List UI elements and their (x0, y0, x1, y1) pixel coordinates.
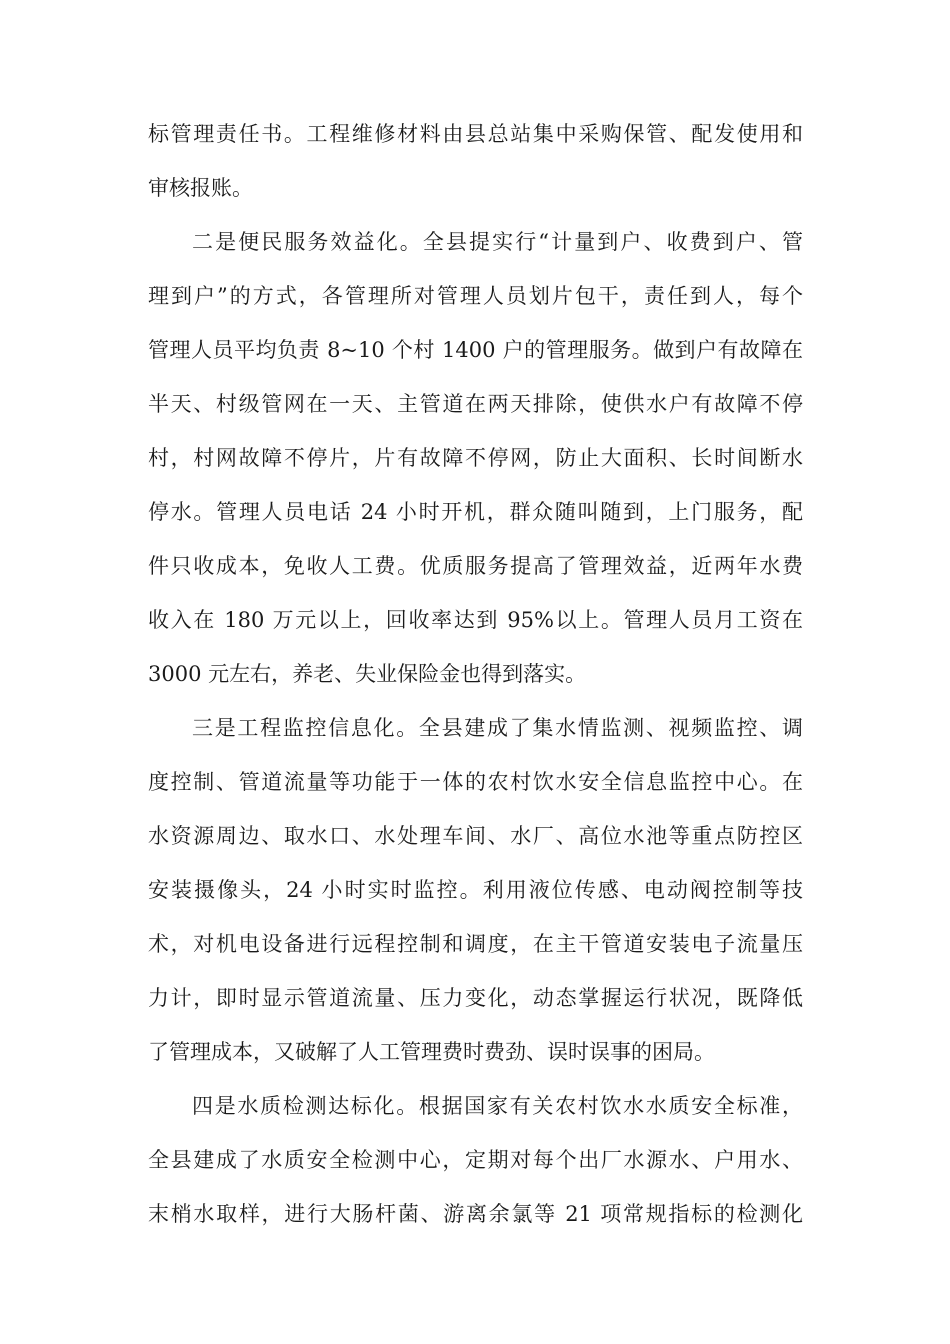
paragraph-4-line-1: 四是水质检测达标化。根据国家有关农村饮水水质安全标准， (192, 1094, 803, 1118)
paragraph-4-line-2: 全县建成了水质安全检测中心，定期对每个出厂水源水、户用水、 (148, 1148, 803, 1172)
paragraph-2-line-8: 收入在 180 万元以上，回收率达到 95%以上。管理人员月工资在 (148, 608, 803, 632)
paragraph-3-line-1: 三是工程监控信息化。全县建成了集水情监测、视频监控、调 (192, 716, 803, 740)
paragraph-2-line-4: 半天、村级管网在一天、主管道在两天排除，使供水户有故障不停 (148, 392, 803, 416)
paragraph-4-line-3: 末梢水取样，进行大肠杆菌、游离余氯等 21 项常规指标的检测化 (148, 1202, 803, 1226)
paragraph-2-line-1: 二是便民服务效益化。全县提实行“计量到户、收费到户、管 (192, 230, 803, 254)
paragraph-3-line-7: 了管理成本，又破解了人工管理费时费劲、误时误事的困局。 (148, 1040, 715, 1064)
paragraph-3-line-2: 度控制、管道流量等功能于一体的农村饮水安全信息监控中心。在 (148, 770, 803, 794)
paragraph-3-line-3: 水资源周边、取水口、水处理车间、水厂、高位水池等重点防控区 (148, 824, 803, 848)
paragraph-2-line-9: 3000 元左右，养老、失业保险金也得到落实。 (148, 662, 587, 686)
text-line-1: 标管理责任书。工程维修材料由县总站集中采购保管、配发使用和 (148, 122, 803, 146)
paragraph-3-line-5: 术，对机电设备进行远程控制和调度，在主干管道安装电子流量压 (148, 932, 803, 956)
text-line-2: 审核报账。 (148, 176, 253, 200)
paragraph-2-line-3: 管理人员平均负责 8~10 个村 1400 户的管理服务。做到户有故障在 (148, 338, 803, 362)
paragraph-2-line-6: 停水。管理人员电话 24 小时开机，群众随叫随到，上门服务，配 (148, 500, 803, 524)
paragraph-2-line-7: 件只收成本，免收人工费。优质服务提高了管理效益，近两年水费 (148, 554, 803, 578)
paragraph-3-line-4: 安装摄像头，24 小时实时监控。利用液位传感、电动阀控制等技 (148, 878, 803, 902)
paragraph-3-line-6: 力计，即时显示管道流量、压力变化，动态掌握运行状况，既降低 (148, 986, 803, 1010)
paragraph-2-line-5: 村，村网故障不停片，片有故障不停网，防止大面积、长时间断水 (148, 446, 803, 470)
paragraph-2-line-2: 理到户”的方式，各管理所对管理人员划片包干，责任到人，每个 (148, 284, 803, 308)
